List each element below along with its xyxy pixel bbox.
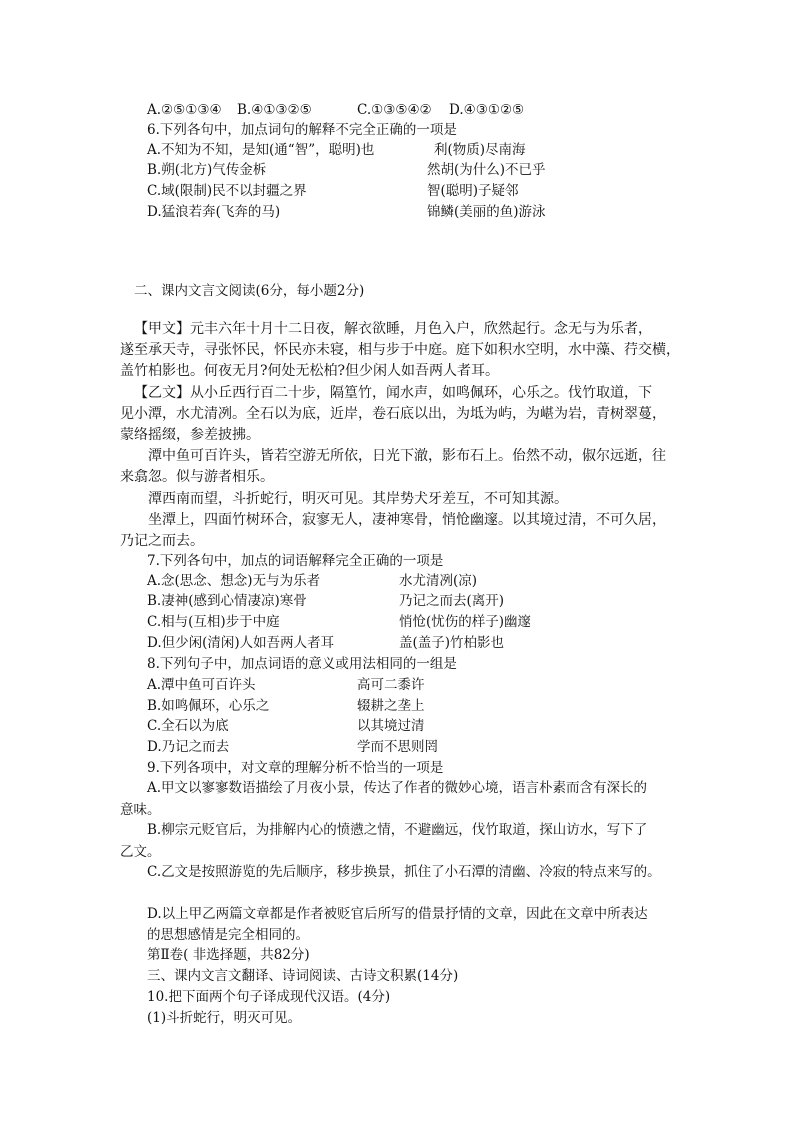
q10-item-1: (1)斗折蛇行，明灭可见。: [147, 1010, 302, 1026]
yi-p2-line-2: 来翕忽。似与游者相乐。: [120, 469, 274, 485]
yi-p3: 潭西南而望，斗折蛇行，明灭可见。其岸势犬牙差互，不可知其源。: [148, 491, 568, 507]
q9-option-b-line-1: B.柳宗元贬官后，为排解内心的愤懑之情，不避幽远，伐竹取道，探山访水，写下了: [147, 822, 648, 838]
q6-option-a-right: 利(物质)尽南海: [434, 142, 526, 158]
q8-option-d-right: 学而不思则罔: [357, 739, 438, 755]
q8-option-b-left: B.如鸣佩环，心乐之: [147, 698, 270, 714]
q8-option-c-right: 以其境过清: [357, 718, 425, 734]
q7-option-b-right: 乃记之而去(离开): [399, 593, 505, 609]
yi-line-2: 见小潭，水尤清冽。全石以为底，近岸，卷石底以出，为坻为屿，为嵁为岩，青树翠蔓，: [120, 406, 666, 422]
q7-option-d-right: 盖(盖子)竹柏影也: [399, 635, 505, 651]
q6-stem: 6.下列各句中，加点词句的解释不完全正确的一项是: [147, 122, 457, 138]
jia-line-3: 盖竹柏影也。何夜无月?何处无松柏?但少闲人如吾两人者耳。: [120, 363, 500, 379]
q6-option-d-right: 锦鳞(美丽的鱼)游泳: [427, 204, 546, 220]
q9-stem: 9.下列各项中，对文章的理解分析不恰当的一项是: [147, 760, 444, 776]
q6-option-d-left: D.猛浪若奔(飞奔的马): [147, 204, 281, 220]
jia-line-2: 遂至承天寺，寻张怀民，怀民亦未寝，相与步于中庭。庭下如积水空明，水中藻、荇交横，: [120, 342, 680, 358]
q7-option-c-left: C.相与(互相)步于中庭: [147, 614, 280, 630]
yi-p2-line-1: 潭中鱼可百许头，皆若空游无所依，日光下澈，影布石上。佁然不动，俶尔远逝，往: [148, 448, 666, 464]
q7-option-d-left: D.但少闲(清闲)人如吾两人者耳: [147, 635, 335, 651]
yi-line-1: 【乙文】从小丘西行百二十步，隔篁竹，闻水声，如鸣佩环，心乐之。伐竹取道，下: [134, 385, 652, 401]
q6-option-b-right: 然胡(为什么)不已乎: [427, 162, 546, 178]
yi-line-3: 蒙络摇缀，参差披拂。: [120, 427, 260, 443]
q10-stem: 10.把下面两个句子译成现代汉语。(4分): [147, 989, 391, 1005]
q9-option-a-line-1: A.甲文以寥寥数语描绘了月夜小景，传达了作者的微妙心境，语言朴素而含有深长的: [147, 780, 648, 796]
q9-option-b-line-2: 乙文。: [120, 844, 161, 860]
q9-option-a-line-2: 意味。: [120, 802, 161, 818]
q8-option-a-right: 高可二黍许: [357, 677, 425, 693]
q6-option-b-left: B.朔(北方)气传金柝: [147, 162, 267, 178]
q8-stem: 8.下列句子中，加点词语的意义或用法相同的一组是: [147, 656, 457, 672]
q8-option-c-left: C.全石以为底: [147, 718, 229, 734]
q9-option-d-line-1: D.以上甲乙两篇文章都是作者被贬官后所写的借景抒情的文章，因此在文章中所表达: [147, 906, 648, 922]
jia-line-1: 【甲文】元丰六年十月十二日夜，解衣欲睡，月色入户，欣然起行。念无与为乐者，: [134, 321, 652, 337]
yi-p4-line-2: 乃记之而去。: [120, 533, 204, 549]
q7-stem: 7.下列各句中，加点的词语解释完全正确的一项是: [147, 553, 444, 569]
q7-option-a-right: 水尤清冽(凉): [399, 573, 478, 589]
section-3-title: 三、课内文言文翻译、诗词阅读、古诗文积累(14分): [147, 968, 459, 984]
volume-2-title: 第Ⅱ卷( 非选择题，共82分): [147, 947, 310, 963]
q7-option-a-left: A.念(思念、想念)无与为乐者: [147, 573, 321, 589]
q8-option-a-left: A.潭中鱼可百许头: [147, 677, 256, 693]
q6-option-c-right: 智(聪明)子疑邻: [427, 183, 519, 199]
q8-option-d-left: D.乃记之而去: [147, 739, 230, 755]
yi-p4-line-1: 坐潭上，四面竹树环合，寂寥无人，凄神寒骨，悄怆幽邃。以其境过清，不可久居，: [148, 512, 666, 528]
q5-option-c: C.①③⑤④②: [357, 102, 432, 118]
q8-option-b-right: 辍耕之垄上: [357, 698, 425, 714]
q9-option-c-line-1: C.乙文是按照游览的先后顺序，移步换景，抓住了小石潭的清幽、冷寂的特点来写的。: [147, 864, 661, 880]
q6-option-a-left: A.不知为不知，是知(通“智”，聪明)也: [147, 142, 375, 158]
q6-option-c-left: C.域(限制)民不以封疆之界: [147, 183, 307, 199]
q5-option-a: A.②⑤①③④: [147, 102, 222, 118]
q5-option-d: D.④③①②⑤: [449, 102, 525, 118]
q9-option-d-line-2: 的思想感情是完全相同的。: [147, 927, 309, 943]
q7-option-b-left: B.凄神(感到心情凄凉)寒骨: [147, 593, 307, 609]
q7-option-c-right: 悄怆(忧伤的样子)幽邃: [399, 614, 532, 630]
section-2-title: 二、课内文言文阅读(6分，每小题2分): [134, 283, 365, 299]
q5-option-b: B.④①③②⑤: [237, 102, 312, 118]
